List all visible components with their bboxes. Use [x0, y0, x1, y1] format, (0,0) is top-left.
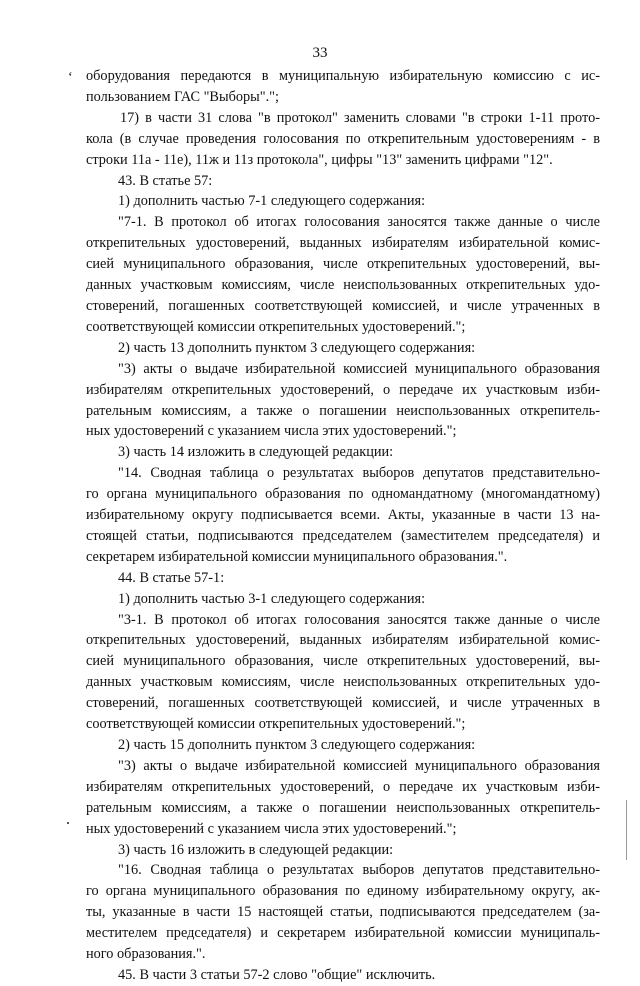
- text-line: "16. Сводная таблица о результатах выборов депутатов представительно-: [118, 862, 600, 879]
- text-line: данных участковым комиссиям, числе неиспользованных открепительных удо-: [86, 674, 600, 691]
- page-number: 33: [312, 45, 328, 61]
- text-line: 45. В части 3 статьи 57-2 слово "общие" исключить.: [118, 966, 436, 983]
- text-line: соответствующей комиссии открепительных удостоверений.";: [86, 318, 466, 335]
- text-line: соответствующей комиссии открепительных удостоверений.";: [86, 716, 466, 733]
- text-line: "3) акты о выдаче избирательной комиссией муниципального образования: [118, 757, 600, 774]
- text-line: го органа муниципального образования по одномандатному (многомандатному): [86, 486, 600, 503]
- scan-edge-line: [626, 800, 627, 860]
- text-line: сией муниципального образования, числе открепительных удостоверений, вы-: [86, 256, 600, 273]
- text-line: 3) часть 14 изложить в следующей редакции:: [118, 444, 394, 461]
- text-line: стоверений, погашенных соответствующей комиссией, и числе утраченных в: [86, 297, 600, 314]
- text-line: секретарем избирательной комиссии муниципального образования.".: [86, 548, 508, 565]
- text-line: стоящей статьи, подписываются председателем (заместителем председателя) и: [86, 527, 600, 544]
- text-line: рательным комиссиям, а также о погашении неиспользованных открепитель-: [86, 402, 600, 419]
- text-line: избирателям открепительных удостоверений, о передаче их участковым изби-: [86, 381, 600, 398]
- text-line: местителем председателя) и секретарем избирательной комиссии муниципаль-: [86, 925, 600, 942]
- text-line: 44. В статье 57-1:: [118, 569, 225, 586]
- text-line: кола (в случае проведения голосования по открепительным удостоверениям - в: [86, 130, 600, 147]
- text-line: открепительных удостоверений, выданных избирателям избирательной комис-: [86, 632, 600, 649]
- text-line: сией муниципального образования, числе открепительных удостоверений, вы-: [86, 653, 600, 670]
- text-line: "3-1. В протокол об итогах голосования заносятся также данные о числе: [118, 611, 600, 628]
- text-line: 17) в части 31 слова "в протокол" заменить словами "в строки 1-11 прото-: [120, 109, 600, 126]
- text-line: пользованием ГАС "Выборы".";: [86, 88, 279, 105]
- text-line: избирателям открепительных удостоверений, о передаче их участковым изби-: [86, 778, 600, 795]
- text-line: открепительных удостоверений, выданных избирателям избирательной комис-: [86, 235, 600, 252]
- text-line: 2) часть 15 дополнить пунктом 3 следующего содержания:: [118, 737, 476, 753]
- text-line: 43. В статье 57:: [118, 172, 213, 189]
- text-line: данных участковым комиссиям, числе неиспользованных открепительных удо-: [86, 277, 600, 294]
- text-line: ты, указанные в части 15 настоящей статьи, подписываются председателем (за-: [86, 904, 600, 921]
- text-line: стоверений, погашенных соответствующей комиссией, и числе утраченных в: [86, 695, 600, 712]
- text-line: 1) дополнить частью 7-1 следующего содержания:: [118, 193, 426, 210]
- text-line: 2) часть 13 дополнить пунктом 3 следующего содержания:: [118, 339, 476, 356]
- text-line: ных удостоверений с указанием числа этих удостоверений.";: [86, 423, 457, 440]
- document-body: [86, 66, 600, 986]
- text-line: "14. Сводная таблица о результатах выборов депутатов представительно-: [118, 465, 600, 482]
- text-line: 1) дополнить частью 3-1 следующего содержания:: [118, 590, 426, 607]
- text-line: "3) акты о выдаче избирательной комиссией муниципального образования: [118, 360, 600, 377]
- text-line: избирательному округу подписывается всеми. Акты, указанные в части 13 на-: [86, 507, 600, 524]
- text-line: 3) часть 16 изложить в следующей редакции:: [118, 841, 394, 858]
- text-line: го органа муниципального образования по единому избирательному округу, ак-: [86, 883, 600, 900]
- text-line: оборудования передаются в муниципальную избирательную комиссию с ис-: [86, 68, 600, 84]
- text-line: "7-1. В протокол об итогах голосования заносятся также данные о числе: [118, 214, 600, 231]
- scan-speck: [67, 822, 69, 824]
- text-line: рательным комиссиям, а также о погашении неиспользованных открепитель-: [86, 799, 600, 816]
- margin-mark: ‘: [68, 70, 73, 85]
- text-line: строки 11а - 11е), 11ж и 11з протокола", цифры "13" заменить цифрами "12".: [86, 151, 553, 168]
- text-line: ного образования.".: [86, 946, 206, 963]
- text-line: ных удостоверений с указанием числа этих удостоверений.";: [86, 820, 457, 837]
